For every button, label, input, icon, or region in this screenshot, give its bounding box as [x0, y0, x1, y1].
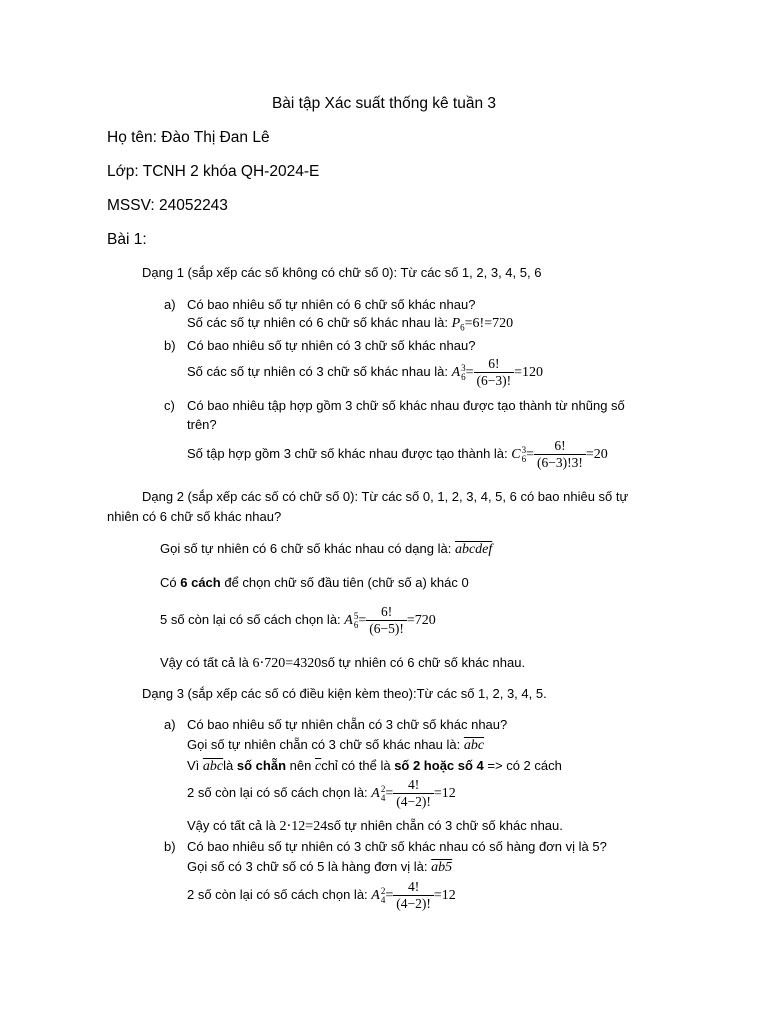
a42b-sub: 4 [380, 894, 386, 905]
dang3-b-marker: b) [164, 839, 176, 854]
student-id: MSSV: 24052243 [107, 197, 228, 214]
a42b-denominator: (4−2)! [393, 895, 434, 912]
dang3-intro: Dạng 3 (sắp xếp các số có điều kiện kèm theo):Từ các số 1, 2, 3, 4, 5. [142, 686, 547, 701]
dang3-a-total-expr: 2⋅12=24 [279, 819, 328, 834]
a65-symbol: A [344, 612, 353, 628]
a42b-result: =12 [433, 887, 456, 903]
dang2-rest-text: 5 số còn lại có số cách chọn là: [160, 612, 341, 627]
dang1-b-answer-text: Số các số tự nhiên có 3 chữ số khác nhau là: [187, 364, 448, 379]
dang3-a-reason-expr: $\overline{abc}$ [202, 759, 224, 774]
c63-denominator: (6−3)!3! [534, 454, 586, 471]
a63-eq: = [465, 364, 474, 380]
p6-subscript: 6 [460, 322, 465, 333]
a63-sup: 3 [461, 362, 466, 373]
c63-sup: 3 [521, 444, 527, 455]
a65-denominator: (6−5)! [366, 620, 407, 637]
dang1-a-question: Có bao nhiêu số tự nhiên có 6 chữ số khác nhau? [187, 297, 476, 312]
a42-symbol: A [371, 785, 380, 801]
dang1-b-marker: b) [164, 338, 176, 353]
a42b-numerator: 4! [407, 879, 420, 895]
dang3-b-form-text: Gọi số có 3 chữ số có 5 là hàng đơn vị là: [187, 859, 428, 874]
dang3-a-total [187, 817, 563, 836]
dang1-a-marker: a) [164, 297, 176, 312]
dang3-a-reason-mid3: chỉ có thể là [321, 758, 391, 773]
dang3-a-rest-text: 2 số còn lại có số cách chọn là: [187, 785, 368, 800]
dang1-b-answer [187, 355, 543, 390]
dang1-a-answer [187, 314, 513, 337]
a42b-symbol: A [371, 887, 380, 903]
c63-fraction [534, 438, 586, 471]
dang2-intro-2: nhiên có 6 chữ số khác nhau? [107, 509, 282, 524]
p6-symbol: P [451, 316, 461, 331]
a63-numerator: 6! [488, 356, 500, 372]
a65-eq: = [358, 612, 367, 628]
dang3-a-reason-pre: Vì [187, 758, 200, 773]
dang3-a-reason-bold2: số 2 hoặc số 4 [394, 758, 484, 773]
c63-eq: = [526, 446, 535, 462]
a42-denominator: (4−2)! [393, 793, 434, 810]
a65-sup: 5 [353, 610, 359, 621]
dang3-b-question: Có bao nhiêu số tự nhiên có 3 chữ số khác nhau có số hàng đơn vị là 5? [187, 839, 607, 854]
dang3-a-total-pre: Vậy có tất cả là [187, 818, 276, 833]
dang3-a-form [187, 736, 484, 755]
a63-sub: 6 [461, 371, 466, 382]
dang1-c-answer [187, 437, 608, 472]
dang2-choice-post: để chọn chữ số đầu tiên (chữ số a) khác 0 [224, 575, 469, 590]
dang3-b-rest-text: 2 số còn lại có số cách chọn là: [187, 887, 368, 902]
dang2-choice [160, 574, 469, 592]
dang3-a-form-text: Gọi số tự nhiên chẵn có 3 chữ số khác nhau là: [187, 737, 461, 752]
a65-sub: 6 [353, 619, 359, 630]
dang2-intro-1: Dạng 2 (sắp xếp các số có chữ số 0): Từ các số 0, 1, 2, 3, 4, 5, 6 có bao nhiêu số tự [142, 489, 629, 504]
dang3-b-form [187, 858, 452, 877]
a42-numerator: 4! [407, 777, 420, 793]
dang2-choice-pre: Có [160, 575, 177, 590]
dang2-form-text: Gọi số tự nhiên có 6 chữ số khác nhau có dạng là: [160, 541, 452, 556]
a63-symbol: A [451, 364, 461, 380]
dang2-total-expr: 6⋅720=4320 [252, 656, 322, 671]
dang3-a-reason-c: $\overline{c}$ [314, 759, 322, 774]
dang3-a-reason-mid1: là [223, 758, 234, 773]
c63-sub: 6 [521, 453, 527, 464]
dang3-a-reason-post: => có 2 cách [487, 758, 562, 773]
dang2-total [160, 654, 525, 673]
dang3-a-rest [187, 776, 456, 811]
a42-sub: 4 [380, 792, 386, 803]
dang3-a-reason-mid2: nên [289, 758, 312, 773]
document-title: Bài tập Xác suất thống kê tuần 3 [271, 95, 497, 112]
dang1-c-question-1: Có bao nhiêu tập hợp gồm 3 chữ số khác nhau được tạo thành từ nhũng số [187, 398, 625, 413]
student-class: Lớp: TCNH 2 khóa QH-2024-E [107, 163, 320, 180]
dang1-c-marker: c) [164, 398, 175, 413]
a42-fraction [393, 777, 434, 810]
a42-sup: 2 [380, 783, 386, 794]
a65-result: =720 [406, 612, 436, 628]
c63-symbol: C [511, 446, 521, 462]
exercise-heading: Bài 1: [107, 231, 147, 248]
dang3-a-form-expr: $\overline{abc}$ [463, 738, 485, 753]
a42b-eq: = [385, 887, 394, 903]
a42-eq: = [385, 785, 394, 801]
dang3-a-reason [187, 757, 562, 776]
a63-result: =120 [514, 364, 544, 380]
dang1-intro: Dạng 1 (sắp xếp các số không có chữ số 0): Từ các số 1, 2, 3, 4, 5, 6 [142, 265, 542, 280]
student-name: Họ tên: Đào Thị Đan Lê [107, 129, 270, 146]
dang2-form [160, 540, 492, 559]
dang2-total-post: số tự nhiên có 6 chữ số khác nhau. [321, 655, 526, 670]
dang3-a-total-post: số tự nhiên chẵn có 3 chữ số khác nhau. [327, 818, 563, 833]
a65-numerator: 6! [380, 604, 393, 620]
dang2-form-expr: abcdef [454, 542, 493, 557]
dang2-choice-bold: 6 cách [180, 575, 221, 590]
dang2-rest [160, 603, 436, 638]
a65-fraction [366, 604, 407, 637]
a63-fraction [474, 356, 515, 389]
a42-result: =12 [433, 785, 456, 801]
p6-result: =6!=720 [464, 316, 514, 331]
dang1-c-question-2: trên? [187, 417, 217, 432]
dang1-c-answer-text: Số tập hợp gồm 3 chữ số khác nhau được tạo thành là: [187, 446, 508, 461]
dang3-b-rest [187, 878, 456, 913]
dang3-a-marker: a) [164, 717, 176, 732]
a42b-sup: 2 [380, 885, 386, 896]
dang3-b-form-expr: ab5 [431, 860, 453, 875]
dang3-a-reason-bold1: số chẵn [236, 758, 287, 773]
dang3-a-question: Có bao nhiêu số tự nhiên chẵn có 3 chữ số khác nhau? [187, 717, 508, 732]
c63-result: =20 [585, 446, 608, 462]
a63-denominator: (6−3)! [474, 372, 515, 389]
c63-numerator: 6! [554, 438, 566, 454]
dang2-total-pre: Vậy có tất cả là [160, 655, 249, 670]
dang1-b-question: Có bao nhiêu số tự nhiên có 3 chữ số khác nhau? [187, 338, 476, 353]
a42b-fraction [393, 879, 434, 912]
dang1-a-answer-text: Số các số tự nhiên có 6 chữ số khác nhau là: [187, 315, 448, 330]
